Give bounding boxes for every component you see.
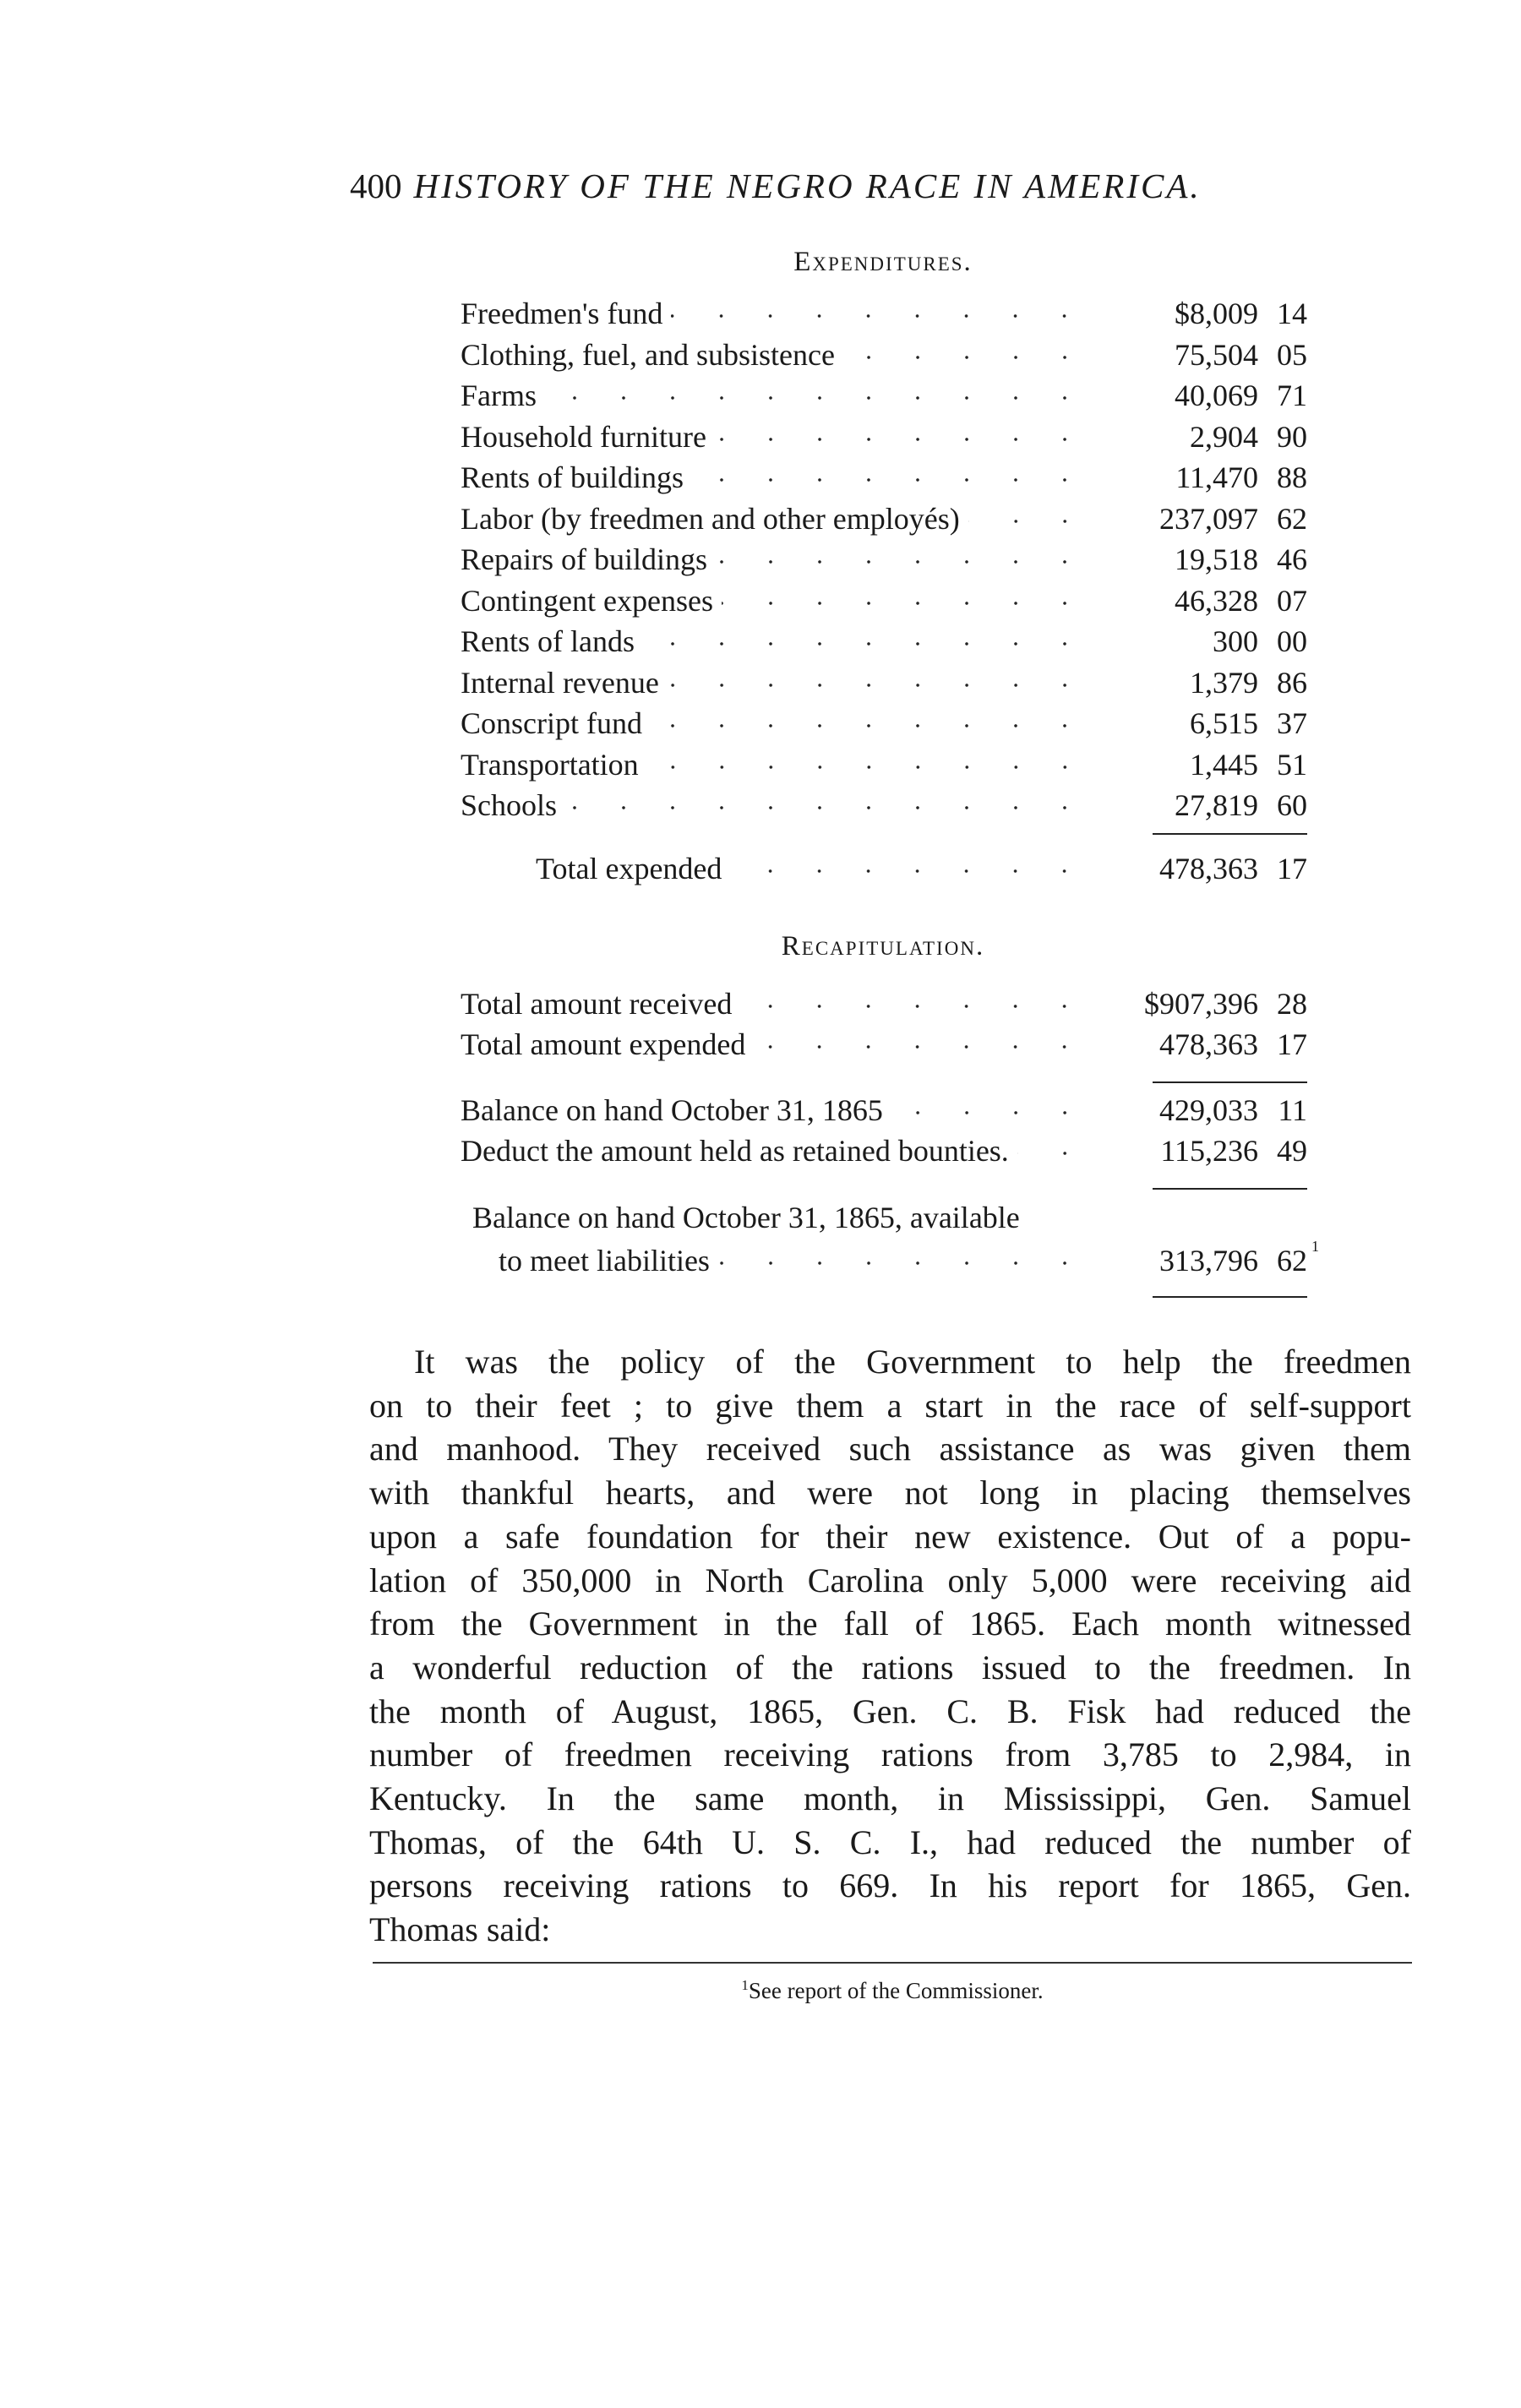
row-dollars: $8,009 (1175, 297, 1258, 330)
paragraph-line: a wonderful reduction of the rations issued to the freedmen. In (369, 1648, 1411, 1686)
row-label: Internal revenue (461, 665, 659, 700)
row-cents: 62 1 (1277, 1238, 1319, 1278)
row-dollars: 429,033 (1159, 1093, 1258, 1127)
expenditure-row (461, 665, 1307, 706)
total-expended-row (536, 851, 1307, 891)
paragraph-line: on to their feet ; to give them a start in the race of self-support (369, 1386, 1411, 1425)
sum-rule (1153, 1296, 1307, 1298)
row-dollars: 1,445 (1190, 747, 1258, 782)
dot-leader (740, 1004, 1089, 1009)
row-cents: 51 (1277, 747, 1307, 782)
row-label: Rents of lands (461, 624, 635, 658)
row-cents: 14 (1277, 297, 1307, 330)
row-dollars: 313,796 (1159, 1244, 1258, 1278)
paragraph-line: lation of 350,000 in North Carolina only 5,000 were receiving aid (369, 1561, 1411, 1599)
page-number: 400 (350, 166, 402, 205)
footnote-marker: 1 (741, 1977, 749, 1993)
row-label: Rents of buildings (461, 460, 684, 494)
row-label: Household furniture (461, 419, 706, 454)
row-cents: 86 (1277, 665, 1307, 700)
paragraph-line: It was the policy of the Government to help the freedmen (414, 1343, 1411, 1381)
row-dollars: 237,097 (1159, 501, 1258, 536)
dot-leader (754, 1044, 1089, 1049)
dot-leader (671, 313, 1089, 319)
expenditure-row (461, 460, 1307, 500)
row-cents: 49 (1277, 1134, 1307, 1168)
row-dollars: 300 (1213, 624, 1258, 658)
expenditure-row (461, 747, 1307, 787)
row-dollars: 27,819 (1175, 788, 1258, 822)
balance-row (461, 1092, 1307, 1133)
row-cents: 90 (1277, 419, 1307, 454)
row-dollars: 478,363 (1159, 1027, 1258, 1061)
paragraph-line: the month of August, 1865, Gen. C. B. Fisk had reduced the (369, 1692, 1411, 1730)
row-dollars: 19,518 (1175, 542, 1258, 576)
available-balance-row (499, 1238, 1319, 1283)
dot-leader (545, 395, 1089, 400)
dot-leader (843, 355, 1089, 360)
dot-leader (651, 723, 1089, 728)
row-label: Transportation (461, 747, 639, 782)
row-cents: 71 (1277, 379, 1307, 412)
row-label: Total amount received (461, 987, 733, 1021)
row-cents: 37 (1277, 706, 1307, 740)
dot-leader (716, 559, 1089, 564)
expenditures-heading: Expenditures. (793, 247, 973, 277)
total-expended-recap-row (461, 1027, 1307, 1067)
row-dollars: 40,069 (1175, 379, 1258, 412)
dot-leader (718, 1261, 1089, 1266)
sum-rule (1153, 833, 1307, 835)
row-label: Conscript fund (461, 706, 642, 740)
row-cents: 17 (1277, 1027, 1307, 1061)
row-cents: 11 (1278, 1093, 1307, 1127)
dot-leader (1017, 1151, 1089, 1156)
dot-leader (891, 1110, 1089, 1115)
dot-leader (730, 869, 1089, 874)
sum-rule (1153, 1081, 1307, 1083)
row-dollars: 1,379 (1190, 665, 1258, 700)
expenditure-row (461, 419, 1307, 460)
expenditure-row (461, 296, 1307, 336)
row-cents: 46 (1277, 542, 1307, 576)
recapitulation-heading: Recapitulation. (781, 931, 985, 962)
row-dollars: 6,515 (1190, 706, 1258, 740)
row-label: Farms (461, 379, 537, 412)
row-dollars: 11,470 (1175, 460, 1258, 494)
paragraph-line: Thomas said: (369, 1910, 551, 1949)
row-label: Clothing, fuel, and subsistence (461, 337, 835, 372)
paragraph-line: and manhood. They received such assistance as was given them (369, 1430, 1411, 1468)
dot-leader (565, 805, 1089, 810)
expenditure-row (461, 542, 1307, 582)
paragraph-line: upon a safe foundation for their new existence. Out of a popu- (369, 1517, 1411, 1555)
row-label: Total expended (536, 852, 722, 885)
total-received-row (461, 986, 1307, 1027)
expenditure-row (461, 337, 1307, 378)
row-label: Repairs of buildings (461, 542, 707, 576)
expenditure-row (461, 624, 1307, 664)
row-dollars: 2,904 (1190, 419, 1258, 454)
available-label-line1: Balance on hand October 31, 1865, available (472, 1201, 1020, 1234)
row-cents: 07 (1277, 583, 1307, 618)
paragraph-line: persons receiving rations to 669. In his report for 1865, Gen. (369, 1866, 1411, 1905)
row-label: Total amount expended (461, 1027, 746, 1061)
dot-leader (722, 601, 1089, 606)
row-dollars: 46,328 (1175, 583, 1258, 618)
footnote-rule (373, 1962, 1412, 1964)
expenditure-row (461, 706, 1307, 746)
sum-rule (1153, 1188, 1307, 1190)
row-label: Labor (by freedmen and other employés) (461, 501, 960, 536)
expenditure-row (461, 501, 1307, 542)
row-label: to meet liabilities (499, 1244, 710, 1278)
row-label: Contingent expenses (461, 583, 713, 618)
paragraph-line: number of freedmen receiving rations from 3,785 to 2,984, in (369, 1735, 1411, 1774)
row-dollars: $907,396 (1144, 987, 1258, 1021)
running-title: HISTORY OF THE NEGRO RACE IN AMERICA. (413, 166, 1202, 205)
dot-leader (643, 641, 1089, 646)
row-label: Freedmen's fund (461, 297, 663, 330)
expenditure-row (461, 378, 1307, 418)
dot-leader (715, 437, 1089, 442)
paragraph-line: Thomas, of the 64th U. S. C. I., had reduced the number of (369, 1822, 1411, 1861)
row-dollars: 75,504 (1175, 337, 1258, 372)
running-header (350, 166, 1377, 206)
row-cents: 17 (1277, 852, 1307, 885)
row-cents: 88 (1277, 460, 1307, 494)
row-label: Balance on hand October 31, 1865 (461, 1093, 883, 1127)
dot-leader (647, 765, 1089, 770)
dot-leader (668, 683, 1089, 688)
row-cents: 05 (1277, 337, 1307, 372)
dot-leader (692, 477, 1089, 482)
deduct-bounties-row (461, 1133, 1307, 1174)
footnote-ref: 1 (1311, 1238, 1319, 1255)
paragraph-line: from the Government in the fall of 1865. Each month witnessed (369, 1604, 1411, 1643)
expenditure-row (461, 583, 1307, 624)
paragraph-line: with thankful hearts, and were not long in placing themselves (369, 1474, 1411, 1512)
row-cents: 62 (1277, 501, 1307, 536)
row-label: Schools (461, 788, 558, 822)
row-label: Deduct the amount held as retained bounties. (461, 1134, 1009, 1168)
row-dollars: 478,363 (1159, 852, 1258, 885)
row-cents: 28 (1277, 987, 1307, 1021)
row-dollars: 115,236 (1160, 1134, 1258, 1168)
row-cents: 60 (1277, 788, 1307, 822)
dot-leader (968, 519, 1089, 524)
footnote (373, 1977, 1412, 2004)
row-cents: 00 (1277, 624, 1307, 658)
paragraph-line: Kentucky. In the same month, in Mississippi, Gen. Samuel (369, 1779, 1411, 1817)
expenditure-row (461, 787, 1307, 828)
footnote-text: See report of the Commissioner. (748, 1978, 1044, 2003)
